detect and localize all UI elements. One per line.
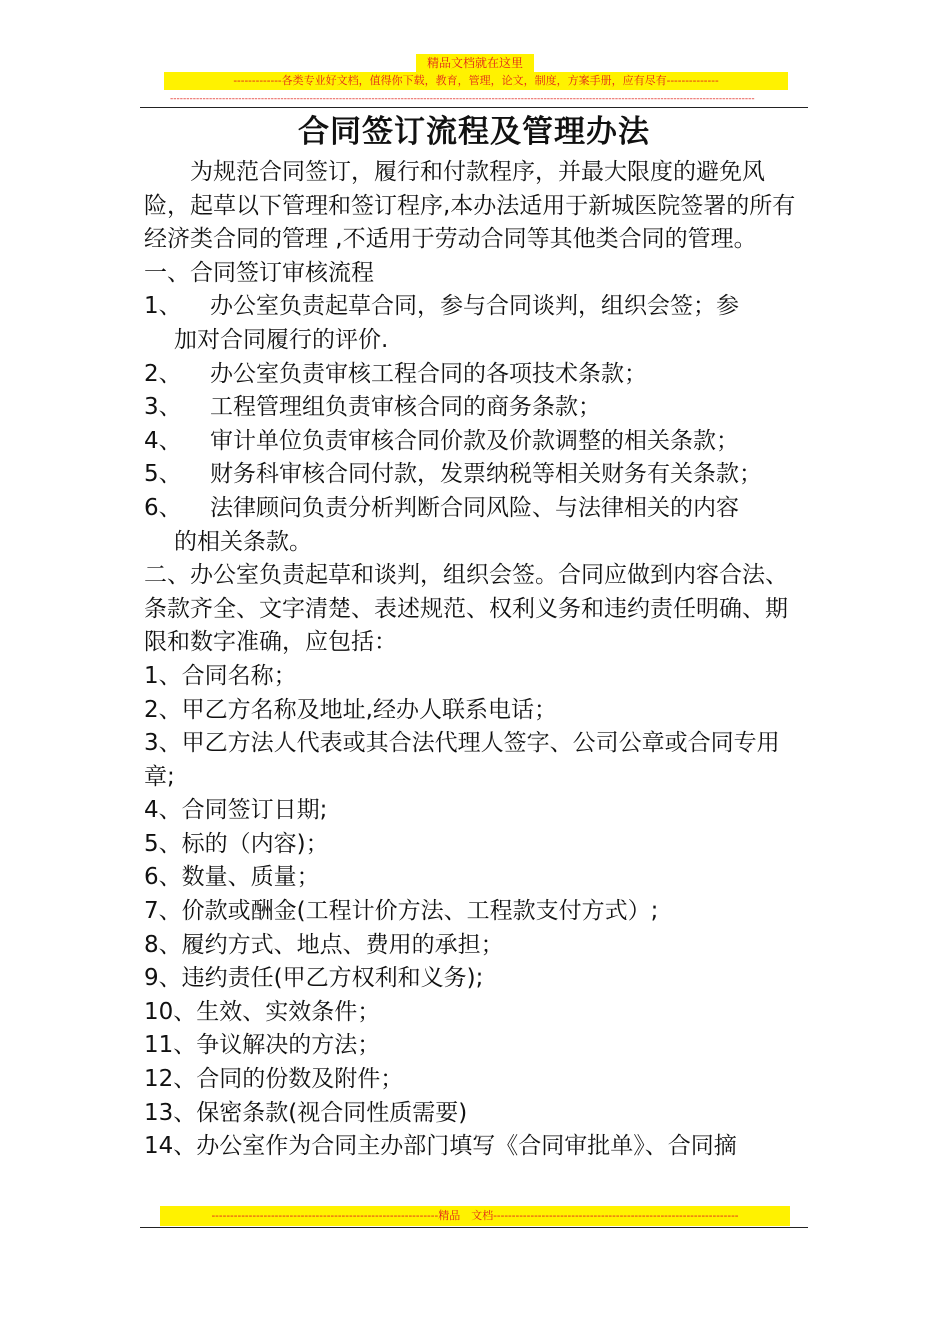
item-text: 财务科审核合同付款，发票纳税等相关财务有关条款； <box>210 461 762 488</box>
item-continuation: 加对合同履行的评价. <box>174 326 389 353</box>
item-text: 工程管理组负责审核合同的商务条款； <box>210 394 601 421</box>
section2-item: 14、办公室作为合同主办部门填写《合同审批单》、合同摘 <box>144 1133 737 1160</box>
header-badge: 精品文档就在这里 <box>416 54 534 72</box>
item-number: 4、 <box>144 427 182 454</box>
item-text: 办公室负责起草合同，参与合同谈判，组织会签；参 <box>210 293 739 320</box>
section2-item: 5、标的（内容)； <box>144 830 329 857</box>
section2-item: 8、履约方式、地点、费用的承担； <box>144 931 504 958</box>
section1-heading: 一、合同签订审核流程 <box>144 259 374 286</box>
section2-item: 11、争议解决的方法； <box>144 1032 381 1059</box>
section2-item: 7、价款或酬金(工程计价方法、工程款支付方式）; <box>144 898 659 925</box>
footer-banner: -------------------------------------------------------------精品 文档------------------------------------------------------------------ <box>160 1206 790 1226</box>
item-number: 6、 <box>144 494 182 521</box>
section1-item <box>144 492 808 526</box>
item-number: 2、 <box>144 360 182 387</box>
section1-item <box>144 358 808 392</box>
item-text: 法律顾问负责分析判断合同风险、与法律相关的内容 <box>210 494 739 521</box>
section2-item: 6、数量、质量； <box>144 864 320 891</box>
item-text: 办公室负责审核工程合同的各项技术条款； <box>210 360 647 387</box>
item-text: 审计单位负责审核合同价款及价款调整的相关条款； <box>210 427 739 454</box>
section2-item: 9、违约责任(甲乙方权利和义务); <box>144 965 484 992</box>
header-divider <box>140 107 808 108</box>
section2-item: 13、保密条款(视合同性质需要) <box>144 1099 468 1126</box>
intro-paragraph: 为规范合同签订，履行和付款程序，并最大限度的避免风险，起草以下管理和签订程序,本办法适用于新城医院签署的所有经济类合同的管理 ,不适用于劳动合同等其他类合同的管理。 <box>144 159 796 253</box>
section2-item: 10、生效、实效条件； <box>144 998 381 1025</box>
item-number: 5、 <box>144 461 182 488</box>
header-dash-line: ------------------------------------------------------------------------------------------------------------------------------------------------------------------------------------ <box>170 94 755 104</box>
section1-item <box>144 391 808 425</box>
section1-item <box>144 290 808 324</box>
section1-item <box>144 425 808 459</box>
section2-item: 1、合同名称； <box>144 662 297 689</box>
section1-item <box>144 458 808 492</box>
section2-item: 2、甲乙方名称及地址,经办人联系电话； <box>144 696 557 723</box>
section2-item: 4、合同签订日期; <box>144 797 328 824</box>
item-continuation: 的相关条款。 <box>174 528 312 555</box>
item-number: 1、 <box>144 293 182 320</box>
document-title: 合同签订流程及管理办法 <box>298 114 650 150</box>
section2-item: 12、合同的份数及附件； <box>144 1066 404 1093</box>
section2-item: 3、甲乙方法人代表或其合法代理人签字、公司公章或合同专用章; <box>144 730 780 790</box>
footer-divider <box>140 1227 808 1228</box>
header-tagline: -------------各类专业好文档，值得你下载，教育，管理，论文，制度，方案手册，应有尽有-------------- <box>164 72 788 90</box>
document-body <box>144 156 808 1164</box>
item-number: 3、 <box>144 394 182 421</box>
section2-heading: 二、办公室负责起草和谈判，组织会签。合同应做到内容合法、条款齐全、文字清楚、表述规范、权利义务和违约责任明确、期限和数字准确，应包括： <box>144 562 788 656</box>
